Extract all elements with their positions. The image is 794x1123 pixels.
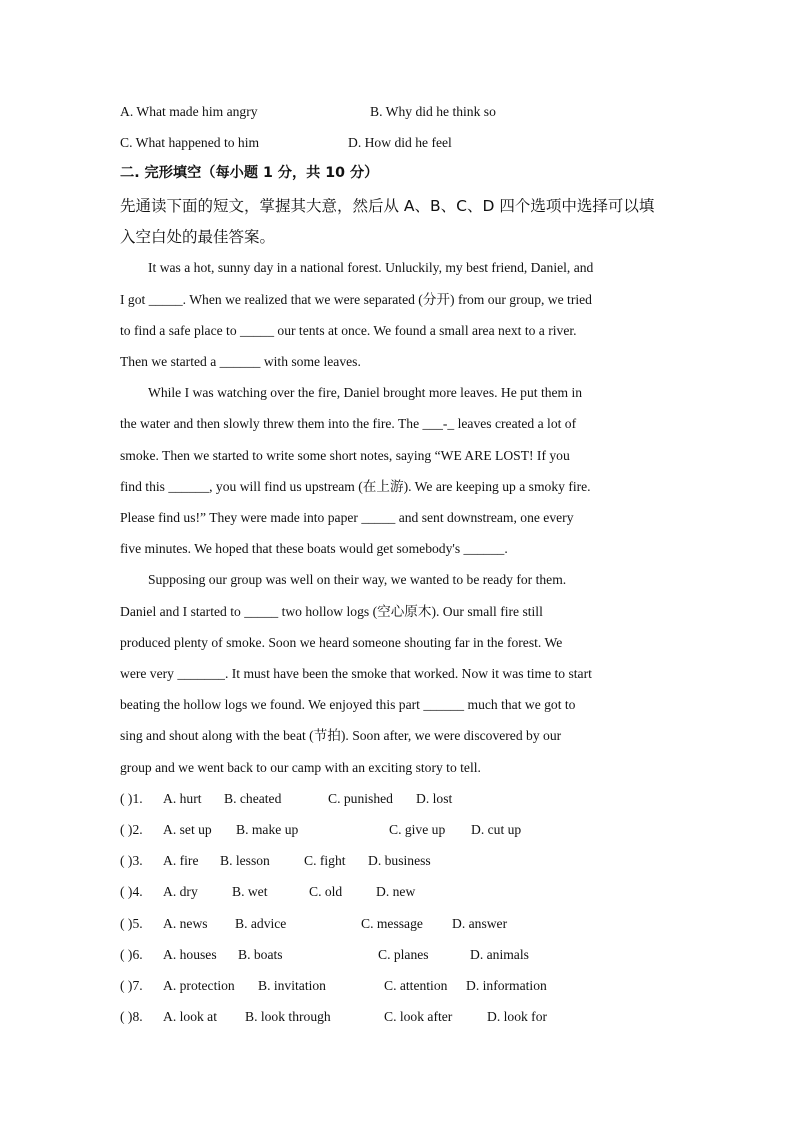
option-d: D. business [368,853,431,868]
option-d: D. lost [416,791,453,806]
option-b: B. advice [235,916,287,931]
passage-line: I got _____. When we realized that we were separated (分开) from our group, we tried [120,292,592,307]
passage-line: Daniel and I started to _____ two hollow logs (空心原木). Our small fire still [120,604,543,619]
question-number: ( )2. [120,822,143,837]
option-b: B. wet [232,884,268,899]
passage-line: It was a hot, sunny day in a national forest. Unluckily, my best friend, Daniel, and [148,260,594,275]
passage-line: sing and shout along with the beat (节拍). Soon after, we were discovered by our [120,728,562,743]
passage-line: beating the hollow logs we found. We enjoyed this part ______ much that we got to [120,697,576,712]
option-a: A. news [163,916,208,931]
option-a: A. fire [163,853,199,868]
passage-line: Please find us!” They were made into paper _____ and sent downstream, one every [120,510,574,525]
option-d: D. answer [452,916,508,931]
prev-option-a: A. What made him angry [120,104,258,119]
option-d: D. cut up [471,822,522,837]
passage-line: While I was watching over the fire, Daniel brought more leaves. He put them in [148,385,583,400]
passage-line: group and we went back to our camp with an exciting story to tell. [120,760,481,775]
option-c: C. planes [378,947,429,962]
option-b: B. lesson [220,853,270,868]
option-c: C. give up [389,822,446,837]
passage-line: five minutes. We hoped that these boats would get somebody's ______. [120,541,508,556]
prev-option-b: B. Why did he think so [370,104,496,119]
option-a: A. hurt [163,791,202,806]
option-b: B. boats [238,947,283,962]
question-number: ( )1. [120,791,143,806]
prev-option-d: D. How did he feel [348,135,452,150]
option-a: A. dry [163,884,198,899]
option-d: D. new [376,884,416,899]
option-c: C. look after [384,1009,453,1024]
passage-line: the water and then slowly threw them into the fire. The ___-_ leaves created a lot of [120,416,577,431]
option-a: A. houses [163,947,217,962]
passage-line: find this ______, you will find us upstream (在上游). We are keeping up a smoky fire. [120,479,591,494]
question-number: ( )3. [120,853,143,868]
option-d: D. look for [487,1009,548,1024]
option-a: A. set up [163,822,212,837]
section-heading: 二. 完形填空（每小题 1 分，共 10 分） [120,165,379,181]
option-c: C. attention [384,978,448,993]
option-d: D. information [466,978,547,993]
section-instruction-line1: 先通读下面的短文，掌握其大意，然后从 A、B、C、D 四个选项中选择可以填 [120,197,655,215]
option-c: C. message [361,916,423,931]
question-number: ( )7. [120,978,143,993]
question-number: ( )8. [120,1009,143,1024]
passage-line: smoke. Then we started to write some short notes, saying “WE ARE LOST! If you [120,448,570,463]
prev-option-c: C. What happened to him [120,135,260,150]
option-a: A. protection [163,978,235,993]
option-c: C. punished [328,791,393,806]
option-c: C. old [309,884,343,899]
option-b: B. invitation [258,978,326,993]
passage-line: Then we started a ______ with some leaves. [120,354,361,369]
option-a: A. look at [163,1009,217,1024]
passage-line: were very _______. It must have been the smoke that worked. Now it was time to start [120,666,592,681]
passage-line: produced plenty of smoke. Soon we heard someone shouting far in the forest. We [120,635,563,650]
section-instruction-line2: 入空白处的最佳答案。 [120,228,276,246]
option-d: D. animals [470,947,529,962]
option-b: B. make up [236,822,299,837]
option-c: C. fight [304,853,346,868]
question-number: ( )4. [120,884,143,899]
passage-line: Supposing our group was well on their way, we wanted to be ready for them. [148,572,567,587]
passage-line: to find a safe place to _____ our tents at once. We found a small area next to a river. [120,323,577,338]
option-b: B. look through [245,1009,331,1024]
question-number: ( )6. [120,947,143,962]
question-number: ( )5. [120,916,143,931]
option-b: B. cheated [224,791,282,806]
